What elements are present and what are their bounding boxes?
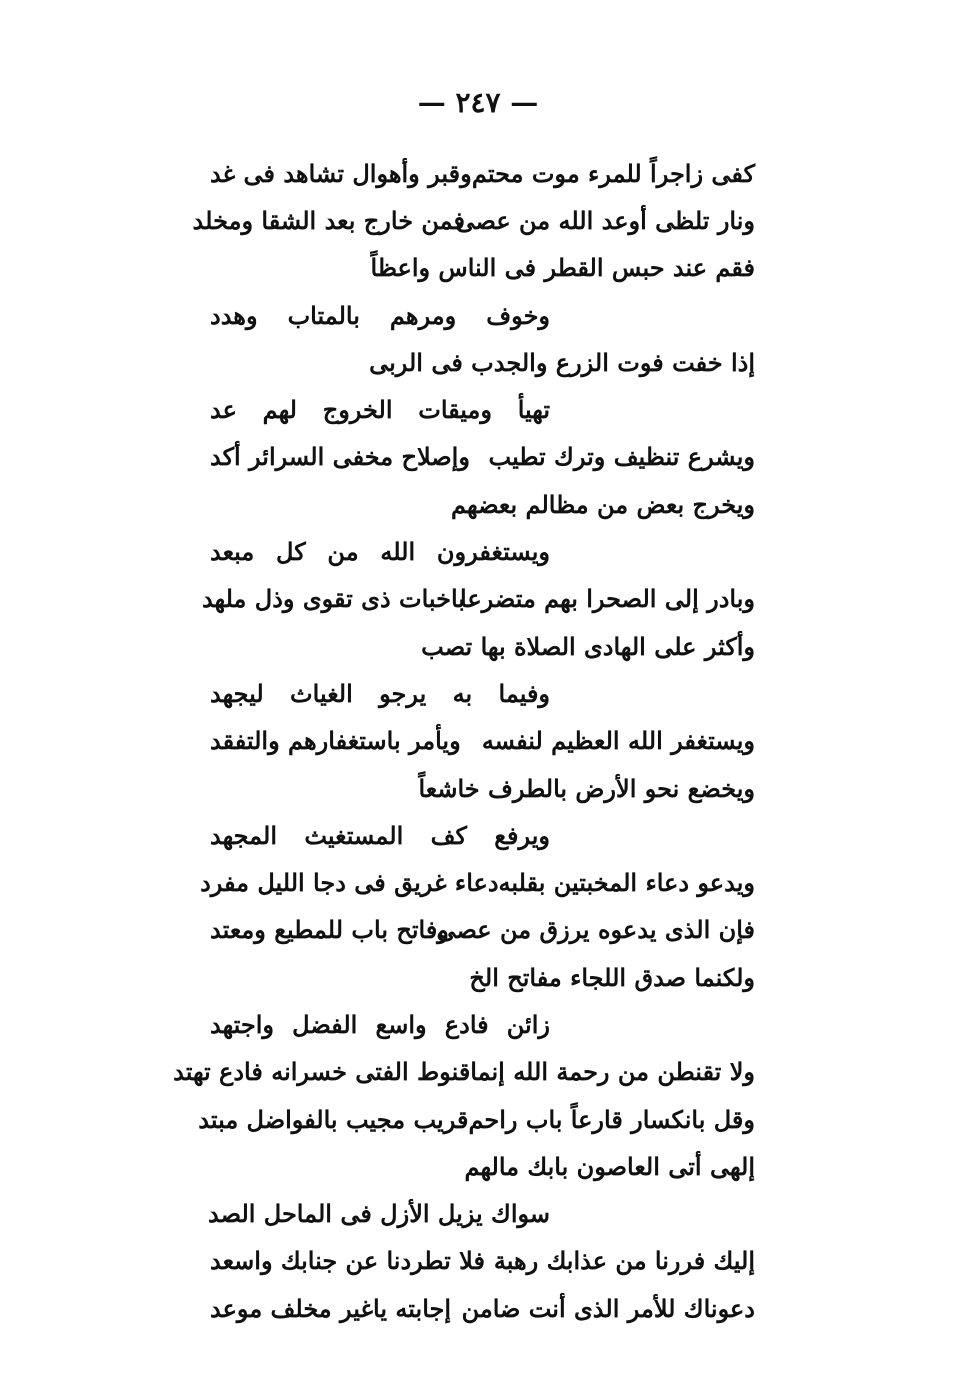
verse-line (210, 1238, 755, 1285)
hemistich-second: سواك يزيل الأزل فى الماحل الصد (208, 1199, 550, 1229)
hemistich-second: تهيأ وميقات الخروج لهم عد (210, 395, 550, 425)
hemistich-second: إجابته ياغير مخلف موعد (210, 1293, 452, 1323)
hemistich-first: ويخرج بعض من مظالم بعضهم (451, 489, 755, 519)
hemistich-first: ولكنما صدق اللجاء مفاتح الخ (469, 962, 755, 992)
verse-line (210, 670, 755, 717)
hemistich-first: وبادر إلى الصحرا بهم متضرعا (460, 584, 755, 614)
hemistich-second: باخبات ذى تقوى وذل ملهد (201, 584, 465, 614)
verse-line (210, 812, 755, 859)
hemistich-first: فقم عند حبس القطر فى الناس واعظاً (370, 253, 755, 283)
hemistich-first: كفى زاجراً للمرء موت محتم (471, 158, 755, 188)
hemistich-first: وقل بانكسار قارعاً باب راحم (468, 1104, 755, 1134)
verse-line (210, 528, 755, 575)
hemistich-first: فإن الذى يدعوه يرزق من عصى (436, 915, 755, 945)
hemistich-second-wrapper (210, 300, 755, 330)
hemistich-second-wrapper (210, 820, 755, 850)
hemistich-first: إلهى أتى العاصون بابك مالهم (464, 1151, 755, 1181)
poem-body (173, 150, 755, 1332)
hemistich-second: قريب مجيب بالفواضل مبتد (198, 1104, 469, 1134)
hemistich-first: إليك فررنا من عذابك رهبة (493, 1246, 755, 1276)
verse-line (210, 765, 755, 812)
verse-line (210, 954, 755, 1001)
page-number: — ٢٤٧ — (417, 86, 539, 119)
verse-line (210, 339, 755, 386)
verse-line (210, 1285, 755, 1332)
hemistich-first: ولا تقنطن من رحمة الله إنما (470, 1057, 755, 1087)
hemistich-second-wrapper (208, 1199, 755, 1229)
verse-line (210, 718, 755, 765)
verse-line (210, 292, 755, 339)
hemistich-first: ويخضع نحو الأرض بالطرف خاشعاً (418, 773, 755, 803)
hemistich-second: فمن خارج بعد الشقا ومخلد (192, 205, 465, 235)
hemistich-second: فلا تطردنا عن جنابك واسعد (210, 1246, 485, 1276)
hemistich-second: وخوف ومرهم بالمتاب وهدد (210, 300, 550, 330)
verse-line (210, 1143, 755, 1190)
verse-line (210, 907, 755, 954)
verse-line (200, 859, 755, 906)
hemistich-second: وقبر وأهوال تشاهد فى غد (210, 158, 472, 188)
hemistich-second-wrapper (210, 537, 755, 567)
hemistich-first: ونار تلظى أوعد الله من عصى (455, 205, 755, 235)
hemistich-second: دعاء غريق فى دجا الليل مفرد (200, 868, 499, 898)
hemistich-first: وأكثر على الهادى الصلاة بها تصب (421, 631, 755, 661)
verse-line (198, 1096, 755, 1143)
hemistich-second: وفاتح باب للمطيع ومعتد (210, 915, 449, 945)
verse-line (192, 197, 755, 244)
hemistich-second: زائن فادع واسع الفضل واجتهد (210, 1009, 550, 1039)
hemistich-first: دعوناك للأمر الذى أنت ضامن (461, 1293, 755, 1323)
verse-line (210, 1191, 755, 1238)
verse-line (210, 150, 755, 197)
hemistich-second-wrapper (210, 395, 755, 425)
hemistich-second: قنوط الفتى خسرانه فادع تهتد (173, 1057, 471, 1087)
hemistich-second: وإصلاح مخفى السرائر أكد (210, 442, 470, 472)
verse-line (210, 623, 755, 670)
hemistich-first: إذا خفت فوت الزرع والجدب فى الربى (369, 347, 755, 377)
hemistich-second: ويستغفرون الله من كل مبعد (210, 537, 550, 567)
hemistich-second-wrapper (210, 678, 755, 708)
hemistich-first: ويدعو دعاء المخبتين بقلبه (498, 868, 755, 898)
verse-line (210, 245, 755, 292)
hemistich-first: ويستغفر الله العظيم لنفسه (481, 726, 755, 756)
verse-line (210, 481, 755, 528)
hemistich-second: وفيما به يرجو الغياث ليجهد (210, 678, 550, 708)
hemistich-second-wrapper (210, 1009, 755, 1039)
verse-line (173, 1049, 755, 1096)
verse-line (210, 1001, 755, 1048)
hemistich-second: ويأمر باستغفارهم والتفقد (210, 726, 461, 756)
verse-line (201, 576, 755, 623)
verse-line (210, 386, 755, 433)
verse-line (210, 434, 755, 481)
hemistich-first: ويشرع تنظيف وترك تطيب (488, 442, 755, 472)
hemistich-second: ويرفع كف المستغيث المجهد (210, 820, 550, 850)
